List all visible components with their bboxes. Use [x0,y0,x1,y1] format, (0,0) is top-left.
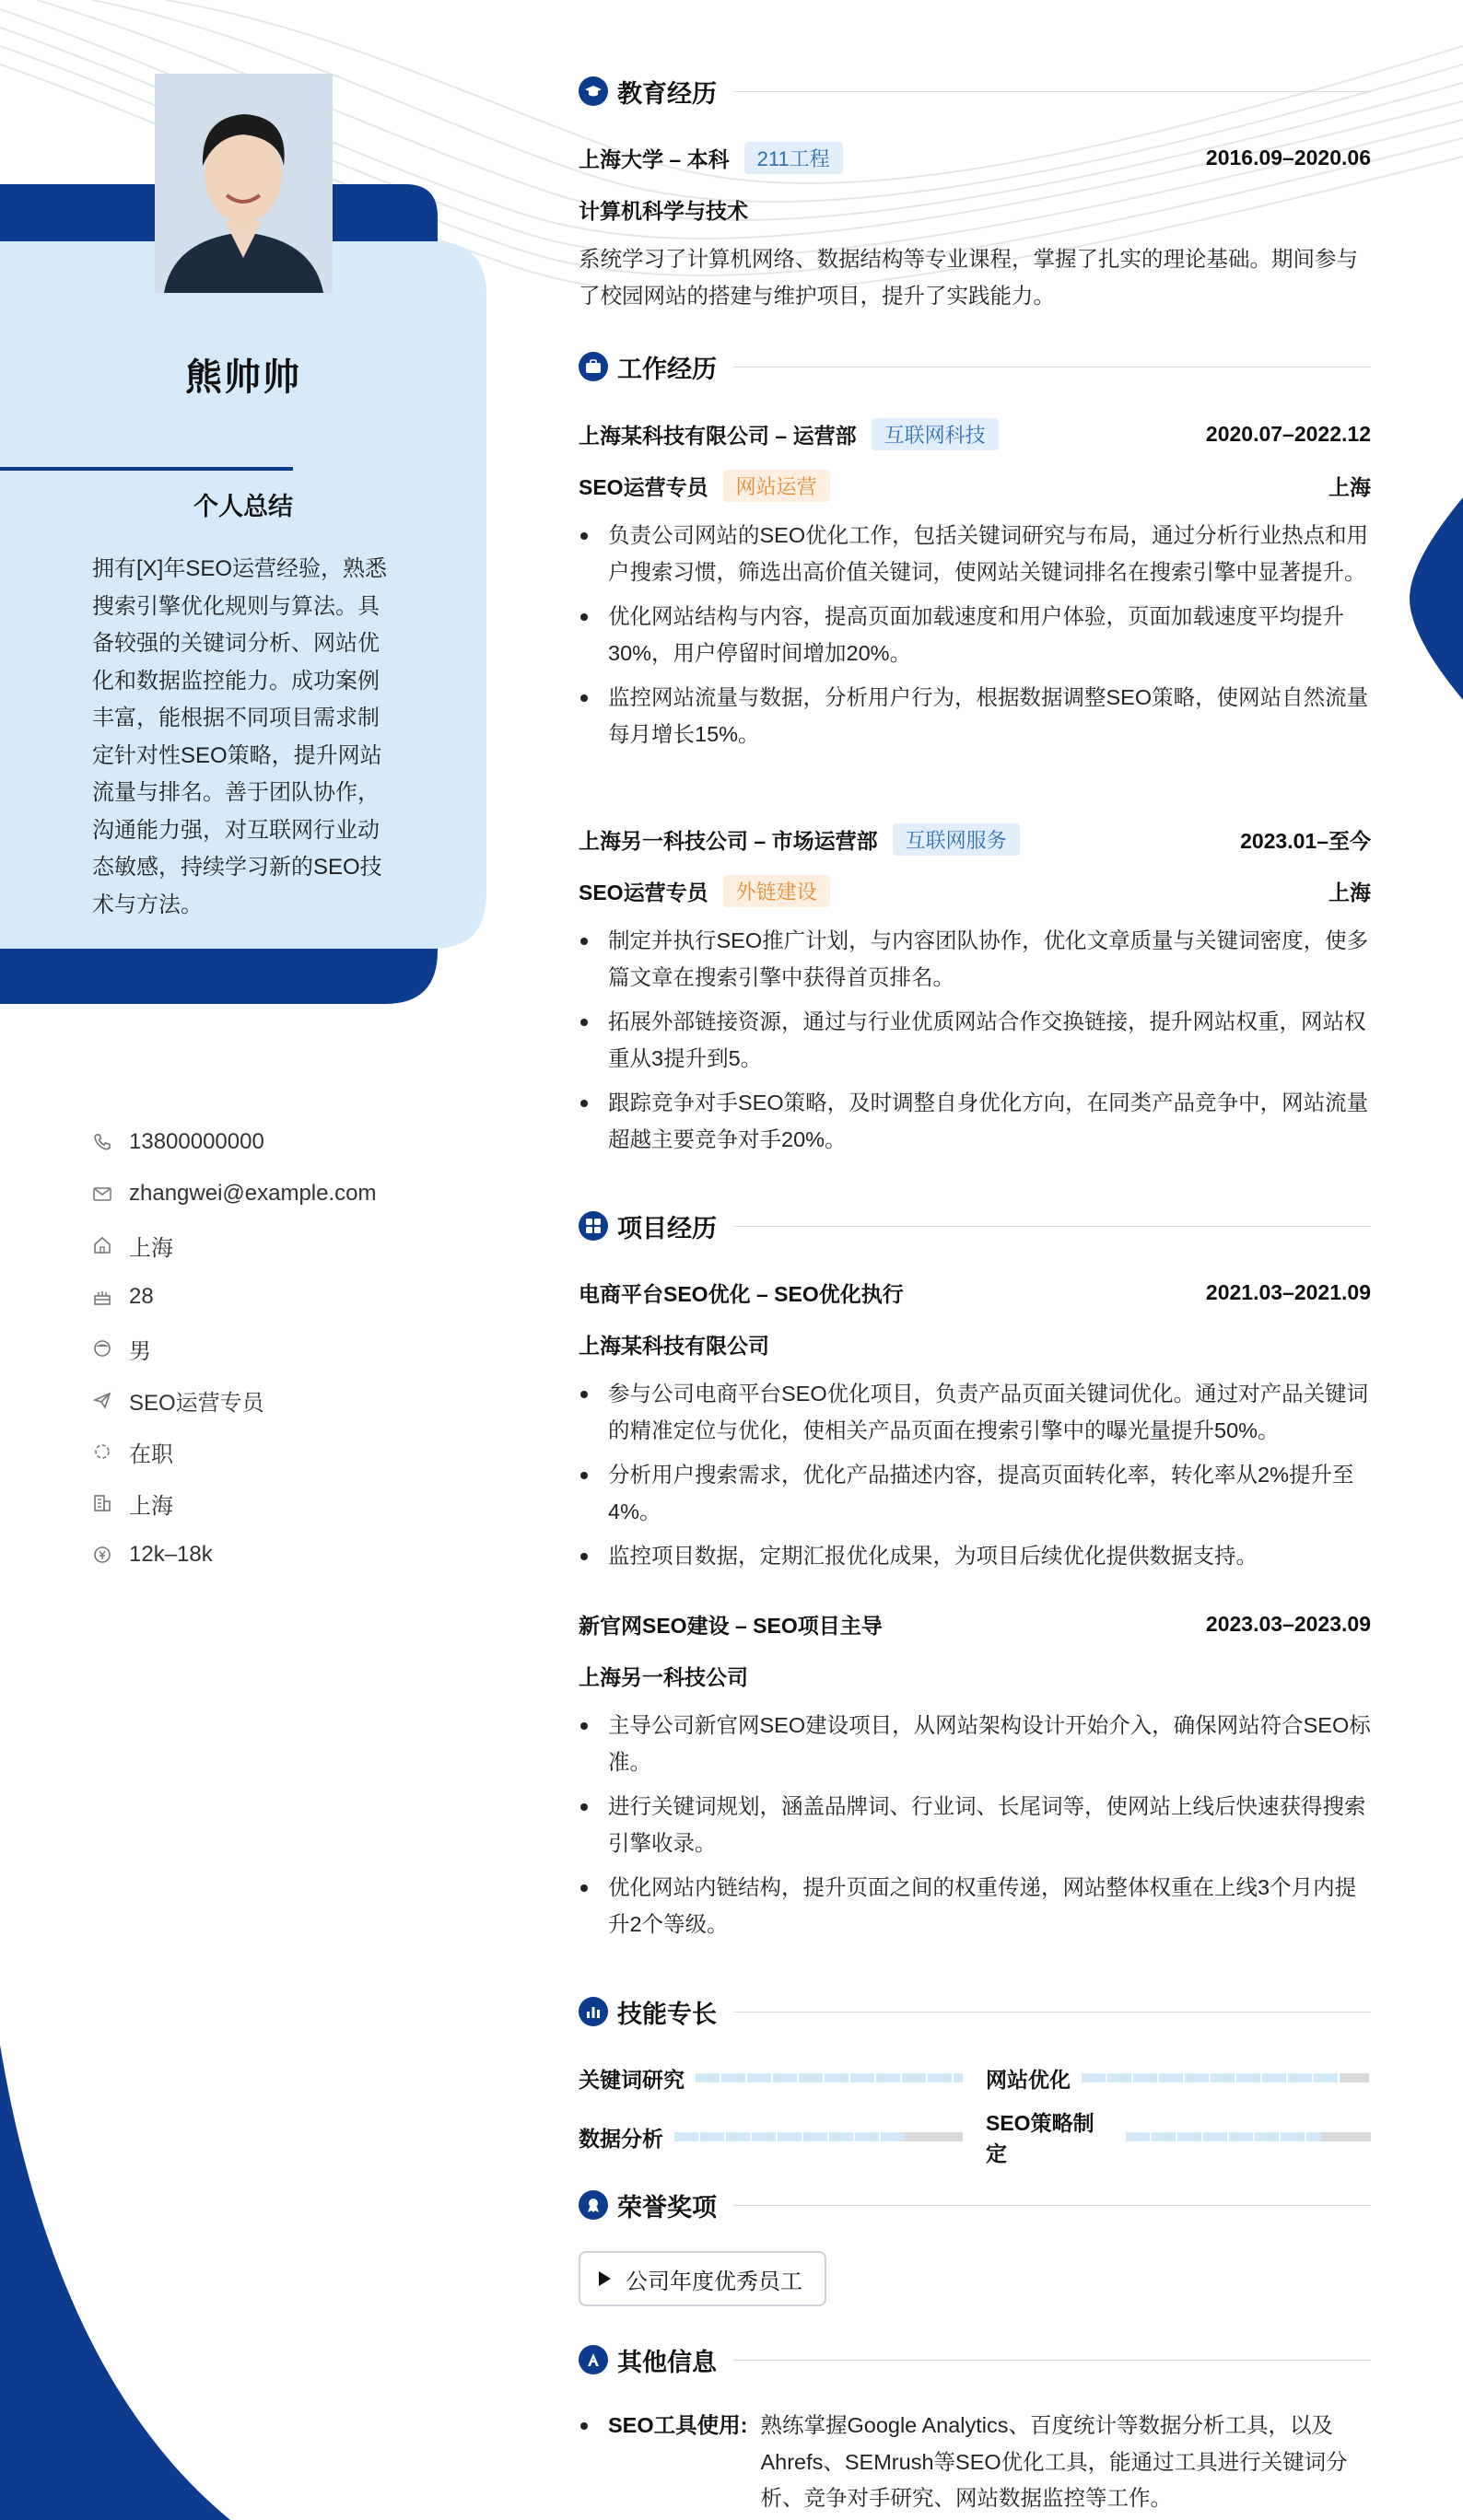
section-work [579,348,1371,385]
home-icon [92,1235,112,1255]
building-icon [92,1493,112,1513]
contact-value: 12k–18k [129,1542,213,1567]
award-name: 公司年度优秀员工 [626,2269,802,2294]
summary-text: 拥有[X]年SEO运营经验，熟悉搜索引擎优化规则与算法。具备较强的关键词分析、网站优化和数据监控能力。成功案例丰富，能根据不同项目需求制定针对性SEO策略，提升网站流量与排名。善于团队协作，沟通能力强，对互联网行业动态敏感，持续学习新的SEO技术与方法。 [92,556,388,917]
role-name: SEO运营专员 [579,880,708,904]
skill-bar-fill [696,2073,963,2082]
divider [733,2360,1371,2361]
work-bullets [579,518,1371,761]
school-tag: 211工程 [744,142,843,174]
contact-value: 男 [129,1338,151,1364]
skill-bar [1082,2073,1369,2082]
mail-icon [92,1184,112,1204]
project-title: 新官网SEO建设 – SEO项目主导 [579,1613,883,1638]
education-description: 系统学习了计算机网络、数据结构等专业课程，掌握了扎实的理论基础。期间参与了校园网站的搭建与维护项目，提升了实践能力。 [579,247,1358,308]
section-education [579,73,1371,110]
list-item: 监控项目数据，定期汇报优化成果，为项目后续优化提供数据支持。 [579,1538,1371,1575]
divider [733,1226,1371,1227]
company-name: 上海另一科技公司 – 市场运营部 [579,828,878,853]
work-role [579,469,1371,502]
skill-item [986,2111,1371,2165]
skill-bar-fill [1126,2132,1322,2141]
skill-name: SEO策略制定 [986,2111,1094,2165]
divider [733,2205,1371,2206]
list-item: 参与公司电商平台SEO优化项目，负责产品页面关键词优化。通过对产品关键词的精准定位与优化，使相关产品页面在搜索引擎中的曝光量提升50%。 [579,1376,1371,1449]
skill-bar [696,2073,963,2082]
project-title: 电商平台SEO优化 – SEO优化执行 [579,1281,904,1306]
contact-value: 在职 [129,1441,173,1467]
project-date: 2021.03–2021.09 [1205,1279,1371,1304]
contact-value: 上海 [129,1235,173,1261]
contact-city [92,1477,461,1529]
contact-status [92,1426,461,1477]
list-item: 拓展外部链接资源，通过与行业优质网站合作交换链接，提升网站权重，网站权重从3提升到5。 [579,1004,1371,1077]
contact-value: zhangwei@example.com [129,1181,377,1206]
industry-tag: 互联网科技 [872,418,999,450]
list-item: 监控网站流量与数据，分析用户行为，根据数据调整SEO策略，使网站自然流量每月增长15%。 [579,680,1371,752]
divider [733,367,1371,368]
list-item: 负责公司网站的SEO优化工作，包括关键词研究与布局，通过分析行业热点和用户搜索习惯，筛选出高价值关键词，使网站关键词排名在搜索引擎中显著提升。 [579,518,1371,590]
skill-bar-fill [674,2132,905,2141]
summary-title: 个人总结 [193,493,293,520]
phone-icon [92,1132,112,1152]
list-item: 制定并执行SEO推广计划，与内容团队协作，优化文章质量与关键词密度，使多篇文章在搜索引擎中获得首页排名。 [579,923,1371,996]
salary-icon [92,1545,112,1565]
project-company-name: 上海另一科技公司 [579,1664,748,1689]
section-title: 工作经历 [617,355,717,383]
project-header [579,1607,1371,1640]
contact-salary [92,1529,461,1581]
avatar [155,74,333,293]
grid-icon [579,1211,608,1241]
section-other [579,2341,1371,2378]
status-icon [92,1441,112,1462]
award-badge [579,2251,826,2306]
work-header [579,822,1371,856]
education-header [579,141,1371,174]
contact-address [92,1219,461,1271]
contact-value: 13800000000 [129,1129,264,1154]
work-city: 上海 [1328,880,1371,904]
person-icon [579,2345,608,2374]
contact-value: 上海 [129,1493,173,1519]
list-item: 优化网站内链结构，提升页面之间的权重传递，网站整体权重在上线3个月内提升2个等级。 [579,1870,1371,1942]
send-icon [92,1390,112,1410]
bar-chart-icon [579,1997,608,2026]
contact-list [92,1116,461,1581]
skill-bar-fill [1082,2073,1340,2082]
work-date: 2020.07–2022.12 [1205,421,1371,446]
contact-gender [92,1323,461,1374]
section-awards [579,2187,1371,2223]
list-item: 进行关键词规划，涵盖品牌词、行业词、长尾词等，使网站上线后快速获得搜索引擎收录。 [579,1789,1371,1861]
cake-icon [92,1287,112,1307]
section-title: 技能专长 [617,2000,717,2028]
major-name: 计算机科学与技术 [579,198,748,223]
work-role [579,874,1371,907]
work-city: 上海 [1328,474,1371,499]
role-name: SEO运营专员 [579,474,708,499]
play-icon [599,2271,611,2286]
skill-name: 数据分析 [579,2126,663,2151]
profile-name: 熊帅帅 [185,357,301,398]
contact-value: 28 [129,1284,154,1309]
contact-age [92,1271,461,1323]
skill-bar [674,2132,963,2141]
project-date: 2023.03–2023.09 [1205,1611,1371,1636]
education-date: 2016.09–2020.06 [1205,145,1371,169]
project-company-name: 上海某科技有限公司 [579,1333,769,1358]
other-key: SEO工具使用: [608,2413,748,2437]
contact-phone [92,1116,461,1168]
bullet [580,2422,588,2430]
section-title: 其他信息 [617,2348,717,2376]
project-header [579,1276,1371,1309]
skill-bar [1126,2132,1371,2141]
work-bullets [579,923,1371,1166]
other-value: 熟练掌握Google Analytics、百度统计等数据分析工具，以及Ahrefs、SEMrush等SEO优化工具，能通过工具进行关键词分析、竞争对手研究、网站数据监控等工作。 [760,2413,1348,2510]
work-header [579,417,1371,450]
divider [0,467,293,471]
project-bullets [579,1376,1371,1583]
skill-name: 关键词研究 [579,2067,685,2092]
role-tag: 网站运营 [723,470,830,502]
other-info-item [579,2408,1371,2517]
industry-tag: 互联网服务 [893,823,1020,856]
contact-value: SEO运营专员 [129,1390,264,1416]
project-bullets [579,1708,1371,1951]
skill-item [579,2120,963,2153]
award-icon [579,2190,608,2220]
list-item: 优化网站结构与内容，提高页面加载速度和用户体验，页面加载速度平均提升30%，用户停留时间增加20%。 [579,599,1371,671]
skill-name: 网站优化 [986,2067,1071,2092]
contact-email [92,1168,461,1219]
role-tag: 外链建设 [723,875,830,907]
graduation-cap-icon [579,76,608,106]
list-item: 主导公司新官网SEO建设项目，从网站架构设计开始介入，确保网站符合SEO标准。 [579,1708,1371,1780]
work-date: 2023.01–至今 [1240,828,1371,853]
education-major [579,192,1371,226]
divider [733,91,1371,92]
list-item: 分析用户搜索需求，优化产品描述内容，提高页面转化率，转化率从2%提升至4%。 [579,1457,1371,1530]
section-projects [579,1208,1371,1244]
project-company [579,1327,1371,1360]
skill-item [579,2061,963,2094]
contact-position [92,1374,461,1426]
company-name: 上海某科技有限公司 – 运营部 [579,423,857,448]
school-name: 上海大学 – 本科 [579,146,730,171]
gender-icon [92,1338,112,1359]
list-item: 跟踪竞争对手SEO策略，及时调整自身优化方向，在同类产品竞争中，网站流量超越主要竞争对手20%。 [579,1085,1371,1158]
project-company [579,1659,1371,1692]
section-title: 教育经历 [617,79,717,108]
section-title: 荣誉奖项 [617,2193,717,2222]
section-title: 项目经历 [617,1214,717,1242]
briefcase-icon [579,352,608,381]
section-skills [579,1993,1371,2030]
skill-item [986,2061,1369,2094]
